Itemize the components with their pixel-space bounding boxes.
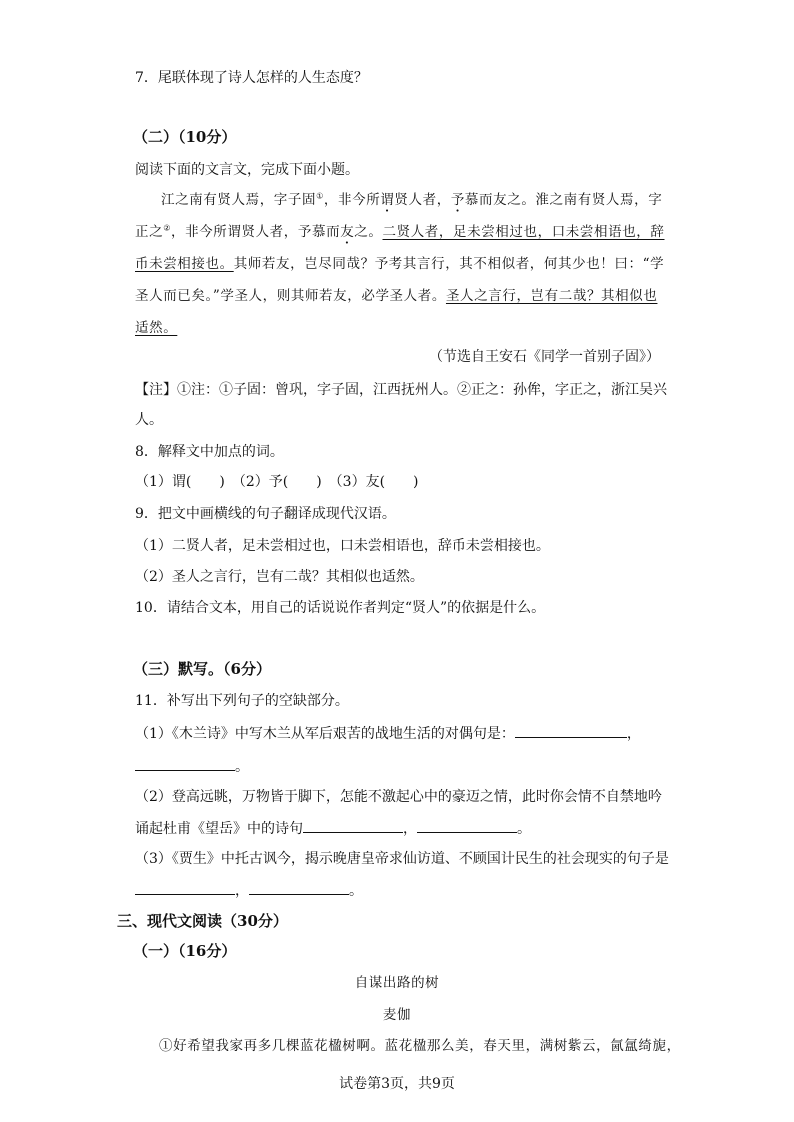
question-11-1-line-2 [135, 756, 249, 777]
underlined-sentence-1-end: 币未尝相接也。 [135, 256, 234, 272]
article-title: 自谋出路的树 [354, 975, 440, 991]
question-9-1: （1）二贤人者，足未尝相过也，口未尝相语也，辞币未尝相接也。 [135, 538, 550, 554]
article-paragraph-1: ①好希望我家再多几棵蓝花楹树啊。蓝花楹那么美，春天里，满树紫云，氤氲绮旎， [159, 1038, 681, 1054]
passage-text: 其师若友，岂尽同哉？予考其言行，其不相似者，何其少也！曰：“学 [233, 256, 665, 272]
section-2-heading: （二）（10分） [133, 128, 237, 146]
passage-line-3 [135, 254, 664, 274]
question-8: 8．解释文中加点的词。 [135, 444, 284, 460]
punctuation: ， [235, 883, 249, 899]
question-text: （1）《木兰诗》中写木兰从军后艰苦的战地生活的对偶句是： [135, 726, 515, 742]
question-11: 11．补写出下列句子的空缺部分。 [135, 693, 349, 709]
answer-blank[interactable] [135, 756, 235, 771]
punctuation: 。 [517, 821, 531, 837]
question-8-items: （1）谓( ) （2）予( ) （3）友( ) [135, 474, 419, 490]
question-9: 9．把文中画横线的句子翻译成现代汉语。 [135, 506, 396, 522]
underlined-sentence-2: 圣人之言行，岂有二哉？其相似也 [445, 288, 658, 304]
question-11-2-line-2 [135, 818, 531, 839]
footnote-marker: ① [316, 191, 324, 201]
answer-blank[interactable] [249, 880, 349, 895]
passage-text: ，非今所谓贤人者，予慕而 [170, 224, 341, 240]
article-author: 麦伽 [382, 1007, 412, 1023]
question-7: 7．尾联体现了诗人怎样的人生态度？ [135, 70, 368, 86]
underlined-sentence-2-end: 适然。 [135, 320, 178, 336]
part-3-heading: 三、现代文阅读（30分） [117, 912, 288, 930]
passage-text: 慕而友之。淮之南有贤人焉，字 [464, 192, 663, 208]
question-text: 诵起杜甫《望岳》中的诗句 [135, 821, 303, 837]
dotted-word-yu: 予 [450, 192, 465, 208]
passage-text: 之。 [354, 224, 383, 240]
passage-text: 正之 [135, 224, 164, 240]
answer-blank[interactable] [417, 818, 517, 833]
answer-blank[interactable] [135, 880, 235, 895]
footnote-marker: ② [163, 223, 171, 233]
passage-line-5 [135, 318, 177, 338]
question-11-1-line-1 [135, 723, 641, 744]
passage-source: （节选自王安石《同学一首别子固》） [429, 349, 660, 365]
punctuation: ， [403, 821, 417, 837]
passage-text: 江之南有贤人焉，字子固 [161, 192, 317, 208]
punctuation: 。 [235, 759, 249, 775]
passage-line-2 [135, 222, 665, 242]
passage-text: 贤人者， [394, 192, 451, 208]
page-footer: 试卷第3页，共9页 [339, 1076, 455, 1092]
note-line-2: 人。 [135, 412, 163, 428]
passage-line-4 [135, 286, 657, 306]
question-11-3-line-1: （3）《贾生》中托古讽今，揭示晚唐皇帝求仙访道、不顾国计民生的社会现实的句子是 [135, 851, 669, 867]
dotted-word-you: 友 [340, 224, 355, 240]
section-2-instruction: 阅读下面的文言文，完成下面小题。 [135, 162, 359, 178]
section-3-heading: （三）默写。（6分） [133, 660, 271, 678]
passage-text: ，非今所 [323, 192, 381, 208]
punctuation: ， [626, 726, 641, 742]
underlined-sentence-1: 二贤人者，足未尝相过也，口未尝相语也，辞 [382, 224, 665, 240]
punctuation: 。 [349, 883, 363, 899]
answer-blank[interactable] [303, 818, 403, 833]
question-10: 10．请结合文本，用自己的话说说作者判定“贤人”的依据是什么。 [135, 600, 546, 616]
passage-text: 圣人而已矣。”学圣人，则其师若友，必学圣人者。 [135, 288, 446, 304]
dotted-word-wei: 谓 [380, 192, 395, 208]
question-9-2: （2）圣人之言行，岂有二哉？其相似也适然。 [135, 569, 424, 585]
question-11-3-line-2 [135, 880, 363, 901]
part-3-subheading: （一）（16分） [133, 942, 237, 960]
question-11-2-line-1: （2）登高远眺，万物皆于脚下，怎能不激起心中的豪迈之情，此时你会情不自禁地吟 [135, 789, 662, 805]
answer-blank[interactable] [515, 723, 627, 738]
note-line-1: 【注】①注：①子固：曾巩，字子固，江西抚州人。②正之：孙侔，字正之，浙江吴兴 [135, 382, 667, 398]
passage-line-1 [161, 190, 662, 210]
